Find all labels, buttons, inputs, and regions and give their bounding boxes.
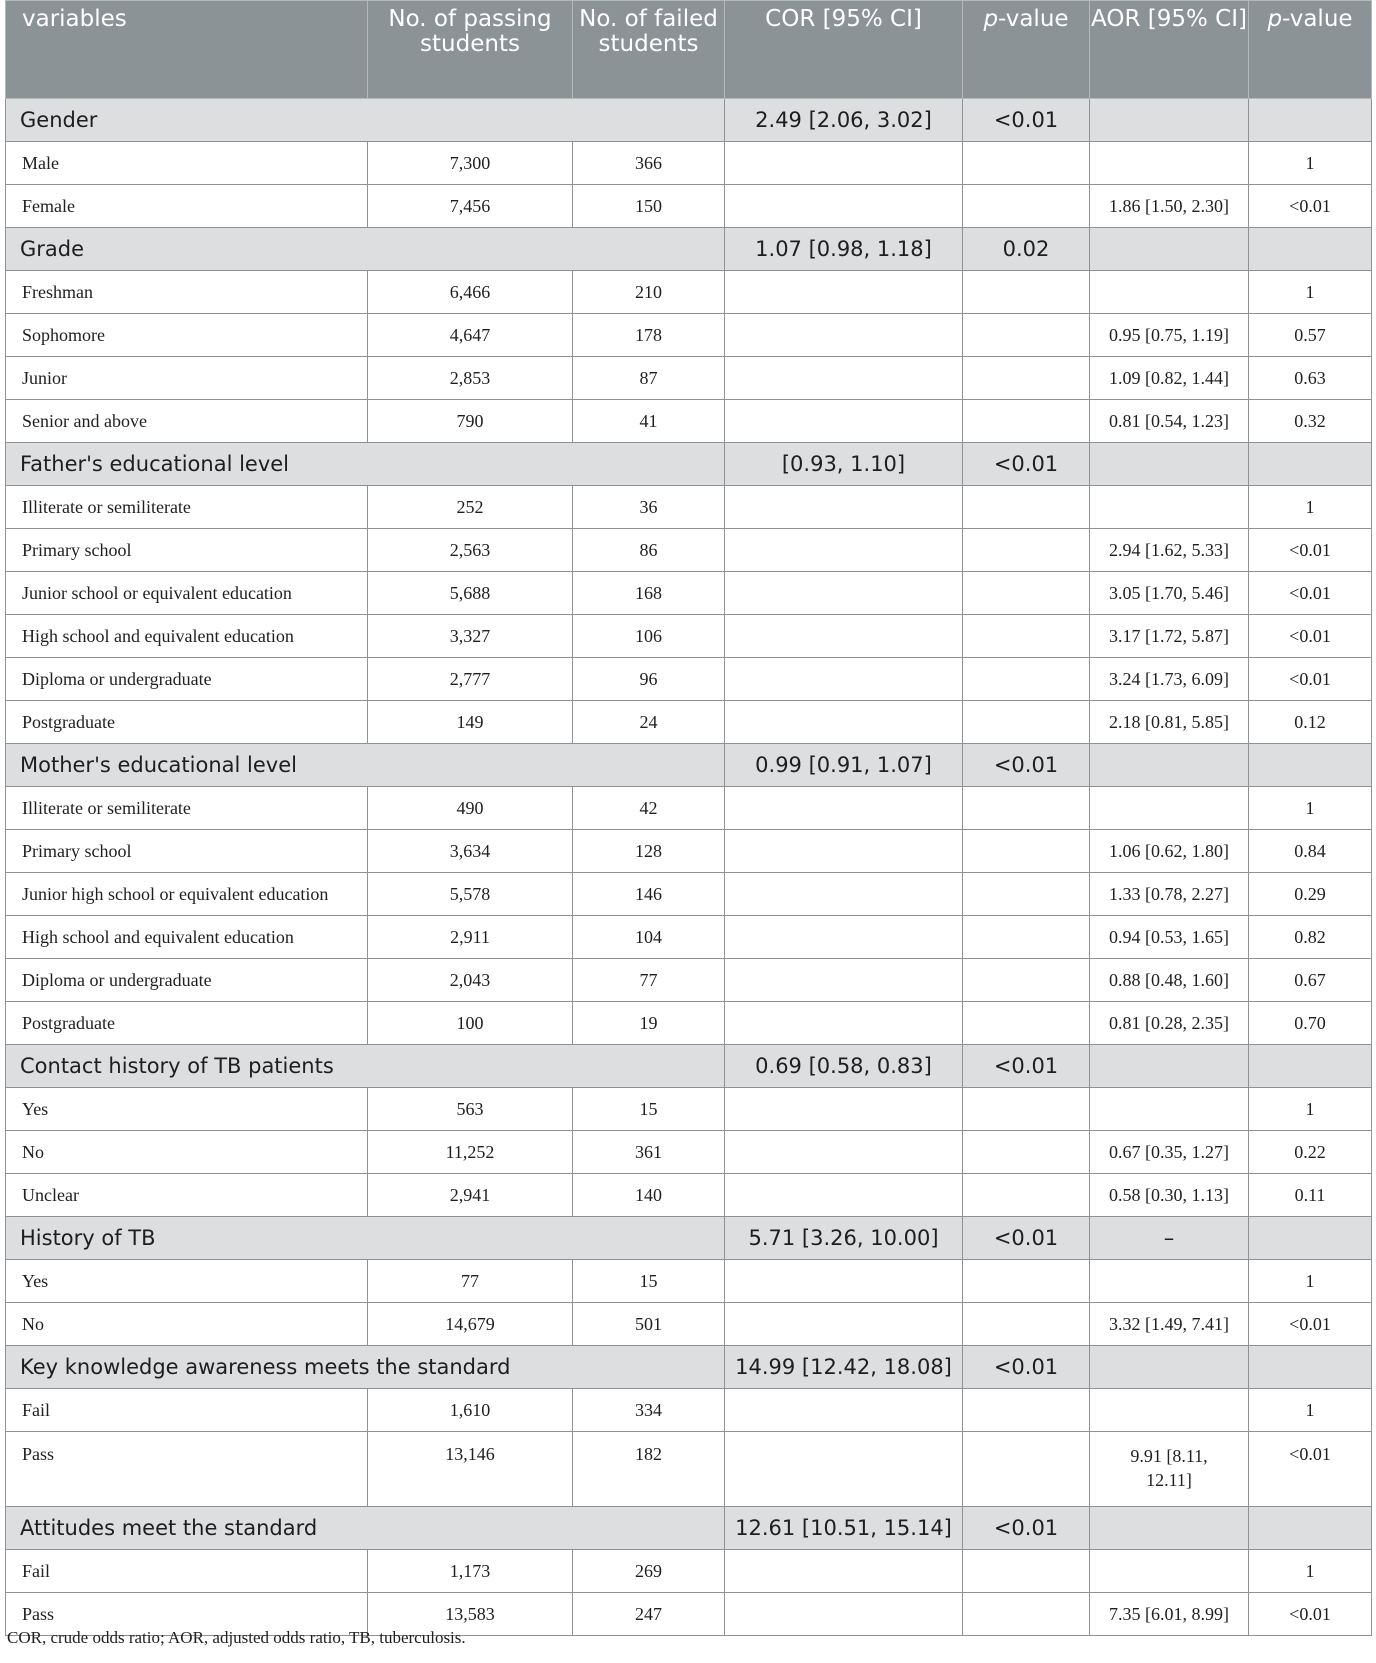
category-p-value: <0.01 — [963, 443, 1090, 486]
table-row — [6, 916, 1372, 959]
row-cor — [725, 271, 963, 314]
category-cor: [0.93, 1.10] — [725, 443, 963, 486]
row-cor-p-value — [963, 787, 1090, 830]
category-row — [6, 1346, 1372, 1389]
row-failed-count: 36 — [573, 486, 725, 529]
row-cor — [725, 1550, 963, 1593]
row-cor — [725, 658, 963, 701]
row-failed-count: 96 — [573, 658, 725, 701]
row-cor-p-value — [963, 830, 1090, 873]
row-cor — [725, 1088, 963, 1131]
row-aor-p-value: 0.11 — [1249, 1174, 1372, 1217]
row-aor-p-value: 0.29 — [1249, 873, 1372, 916]
row-failed-count: 501 — [573, 1303, 725, 1346]
table-row — [6, 1174, 1372, 1217]
row-failed-count: 140 — [573, 1174, 725, 1217]
category-p-value: <0.01 — [963, 1346, 1090, 1389]
row-aor-p-value: <0.01 — [1249, 572, 1372, 615]
category-aor-p-value — [1249, 1217, 1372, 1260]
header-p-value-aor: p-value — [1249, 1, 1372, 99]
row-failed-count: 182 — [573, 1432, 725, 1507]
row-cor — [725, 142, 963, 185]
row-passing-count: 100 — [368, 1002, 573, 1045]
category-cor: 12.61 [10.51, 15.14] — [725, 1507, 963, 1550]
row-passing-count: 1,173 — [368, 1550, 573, 1593]
category-aor-p-value — [1249, 1346, 1372, 1389]
row-aor-p-value: 1 — [1249, 1389, 1372, 1432]
row-aor-p-value: 1 — [1249, 787, 1372, 830]
row-cor — [725, 314, 963, 357]
row-label: Illiterate or semiliterate — [6, 486, 368, 529]
row-aor — [1090, 1550, 1249, 1593]
row-cor — [725, 701, 963, 744]
row-cor-p-value — [963, 1002, 1090, 1045]
row-label: Diploma or undergraduate — [6, 658, 368, 701]
row-cor-p-value — [963, 1303, 1090, 1346]
row-label: Junior — [6, 357, 368, 400]
row-passing-count: 77 — [368, 1260, 573, 1303]
row-failed-count: 269 — [573, 1550, 725, 1593]
row-aor-p-value: 0.32 — [1249, 400, 1372, 443]
category-aor: – — [1090, 1217, 1249, 1260]
row-cor — [725, 873, 963, 916]
row-aor-p-value: 0.12 — [1249, 701, 1372, 744]
row-aor — [1090, 787, 1249, 830]
table-row — [6, 400, 1372, 443]
row-cor — [725, 1432, 963, 1507]
row-cor — [725, 615, 963, 658]
table-row — [6, 1389, 1372, 1432]
table-container — [5, 0, 1371, 1636]
row-passing-count: 6,466 — [368, 271, 573, 314]
table-row — [6, 572, 1372, 615]
row-cor — [725, 787, 963, 830]
row-aor-p-value: 0.57 — [1249, 314, 1372, 357]
table-row — [6, 959, 1372, 1002]
row-failed-count: 361 — [573, 1131, 725, 1174]
row-passing-count: 2,777 — [368, 658, 573, 701]
row-aor: 0.81 [0.28, 2.35] — [1090, 1002, 1249, 1045]
row-aor: 0.58 [0.30, 1.13] — [1090, 1174, 1249, 1217]
row-cor-p-value — [963, 357, 1090, 400]
category-p-value: <0.01 — [963, 99, 1090, 142]
table-row — [6, 1432, 1372, 1507]
table-row — [6, 1260, 1372, 1303]
row-failed-count: 15 — [573, 1260, 725, 1303]
row-aor-p-value: 0.67 — [1249, 959, 1372, 1002]
row-label: Junior school or equivalent education — [6, 572, 368, 615]
row-failed-count: 146 — [573, 873, 725, 916]
category-aor-p-value — [1249, 99, 1372, 142]
category-name: Father's educational level — [6, 443, 725, 486]
row-failed-count: 150 — [573, 185, 725, 228]
category-cor: 2.49 [2.06, 3.02] — [725, 99, 963, 142]
row-cor-p-value — [963, 1088, 1090, 1131]
row-label: Diploma or undergraduate — [6, 959, 368, 1002]
row-cor-p-value — [963, 1432, 1090, 1507]
row-passing-count: 149 — [368, 701, 573, 744]
table-row — [6, 1550, 1372, 1593]
header-variables: variables — [6, 1, 368, 99]
row-aor: 3.17 [1.72, 5.87] — [1090, 615, 1249, 658]
row-label: Fail — [6, 1389, 368, 1432]
row-passing-count: 790 — [368, 400, 573, 443]
row-cor — [725, 572, 963, 615]
row-passing-count: 563 — [368, 1088, 573, 1131]
row-label: Postgraduate — [6, 1002, 368, 1045]
row-cor-p-value — [963, 185, 1090, 228]
category-row — [6, 443, 1372, 486]
row-label: Primary school — [6, 529, 368, 572]
row-aor: 1.06 [0.62, 1.80] — [1090, 830, 1249, 873]
table-row — [6, 787, 1372, 830]
row-failed-count: 24 — [573, 701, 725, 744]
row-label: No — [6, 1303, 368, 1346]
row-cor-p-value — [963, 314, 1090, 357]
row-label: Female — [6, 185, 368, 228]
p-italic: p — [983, 6, 999, 32]
row-aor: 0.95 [0.75, 1.19] — [1090, 314, 1249, 357]
category-aor — [1090, 1346, 1249, 1389]
category-aor-p-value — [1249, 1507, 1372, 1550]
row-aor: 2.94 [1.62, 5.33] — [1090, 529, 1249, 572]
row-label: Postgraduate — [6, 701, 368, 744]
row-cor — [725, 1303, 963, 1346]
row-passing-count: 2,043 — [368, 959, 573, 1002]
row-cor-p-value — [963, 400, 1090, 443]
category-aor-p-value — [1249, 744, 1372, 787]
row-cor-p-value — [963, 271, 1090, 314]
row-passing-count: 252 — [368, 486, 573, 529]
table-row — [6, 486, 1372, 529]
row-cor — [725, 1002, 963, 1045]
row-aor: 0.94 [0.53, 1.65] — [1090, 916, 1249, 959]
row-aor: 7.35 [6.01, 8.99] — [1090, 1593, 1249, 1636]
row-cor — [725, 400, 963, 443]
category-name: Contact history of TB patients — [6, 1045, 725, 1088]
row-failed-count: 334 — [573, 1389, 725, 1432]
row-aor-p-value: 1 — [1249, 1260, 1372, 1303]
row-aor — [1090, 1389, 1249, 1432]
row-aor-p-value: <0.01 — [1249, 185, 1372, 228]
category-row — [6, 228, 1372, 271]
row-label: Senior and above — [6, 400, 368, 443]
category-name: Attitudes meet the standard — [6, 1507, 725, 1550]
category-p-value: <0.01 — [963, 1045, 1090, 1088]
category-p-value: <0.01 — [963, 1217, 1090, 1260]
row-aor — [1090, 142, 1249, 185]
row-aor-p-value: 1 — [1249, 271, 1372, 314]
row-label: Sophomore — [6, 314, 368, 357]
category-cor: 5.71 [3.26, 10.00] — [725, 1217, 963, 1260]
row-passing-count: 7,300 — [368, 142, 573, 185]
row-aor-p-value: <0.01 — [1249, 1303, 1372, 1346]
table-row — [6, 1303, 1372, 1346]
row-cor-p-value — [963, 142, 1090, 185]
row-aor — [1090, 486, 1249, 529]
row-cor-p-value — [963, 1593, 1090, 1636]
row-aor-p-value: <0.01 — [1249, 658, 1372, 701]
row-label: Yes — [6, 1088, 368, 1131]
row-failed-count: 86 — [573, 529, 725, 572]
category-row — [6, 1507, 1372, 1550]
row-cor — [725, 916, 963, 959]
row-passing-count: 2,911 — [368, 916, 573, 959]
row-cor — [725, 959, 963, 1002]
row-aor-p-value: 1 — [1249, 142, 1372, 185]
row-cor-p-value — [963, 1174, 1090, 1217]
row-cor — [725, 486, 963, 529]
category-aor — [1090, 228, 1249, 271]
row-cor-p-value — [963, 1550, 1090, 1593]
row-label: Junior high school or equivalent education — [6, 873, 368, 916]
row-passing-count: 13,583 — [368, 1593, 573, 1636]
row-passing-count: 2,563 — [368, 529, 573, 572]
row-cor — [725, 185, 963, 228]
row-label: Fail — [6, 1550, 368, 1593]
row-cor — [725, 357, 963, 400]
row-failed-count: 128 — [573, 830, 725, 873]
row-label: Male — [6, 142, 368, 185]
row-aor-p-value: 0.70 — [1249, 1002, 1372, 1045]
table-row — [6, 830, 1372, 873]
row-aor-p-value: <0.01 — [1249, 615, 1372, 658]
category-name: Grade — [6, 228, 725, 271]
row-cor-p-value — [963, 1389, 1090, 1432]
row-cor-p-value — [963, 1260, 1090, 1303]
category-aor — [1090, 443, 1249, 486]
row-cor-p-value — [963, 658, 1090, 701]
row-aor-p-value: <0.01 — [1249, 529, 1372, 572]
row-aor-p-value: 0.84 — [1249, 830, 1372, 873]
category-aor — [1090, 1045, 1249, 1088]
row-passing-count: 1,610 — [368, 1389, 573, 1432]
row-passing-count: 14,679 — [368, 1303, 573, 1346]
row-aor-p-value: 0.82 — [1249, 916, 1372, 959]
row-passing-count: 490 — [368, 787, 573, 830]
row-passing-count: 5,578 — [368, 873, 573, 916]
row-aor: 0.81 [0.54, 1.23] — [1090, 400, 1249, 443]
row-failed-count: 247 — [573, 1593, 725, 1636]
row-aor-p-value: 0.22 — [1249, 1131, 1372, 1174]
category-row — [6, 1045, 1372, 1088]
row-aor: 3.32 [1.49, 7.41] — [1090, 1303, 1249, 1346]
row-aor-p-value: 0.63 — [1249, 357, 1372, 400]
table-row — [6, 314, 1372, 357]
row-failed-count: 210 — [573, 271, 725, 314]
table-body — [6, 99, 1372, 1636]
row-aor — [1090, 1088, 1249, 1131]
row-cor-p-value — [963, 529, 1090, 572]
category-cor: 1.07 [0.98, 1.18] — [725, 228, 963, 271]
row-passing-count: 11,252 — [368, 1131, 573, 1174]
category-cor: 14.99 [12.42, 18.08] — [725, 1346, 963, 1389]
row-aor-text: 9.91 [8.11, 12.11] — [1130, 1446, 1208, 1490]
row-aor — [1090, 1260, 1249, 1303]
row-label: Illiterate or semiliterate — [6, 787, 368, 830]
category-name: Key knowledge awareness meets the standard — [6, 1346, 725, 1389]
category-aor-p-value — [1249, 443, 1372, 486]
row-label: Yes — [6, 1260, 368, 1303]
row-label: Pass — [6, 1593, 368, 1636]
category-p-value: <0.01 — [963, 1507, 1090, 1550]
table-row — [6, 185, 1372, 228]
category-aor — [1090, 744, 1249, 787]
category-cor: 0.99 [0.91, 1.07] — [725, 744, 963, 787]
header-aor: AOR [95% CI] — [1090, 1, 1249, 99]
header-row — [6, 1, 1372, 99]
row-cor — [725, 529, 963, 572]
row-cor-p-value — [963, 873, 1090, 916]
row-cor — [725, 1593, 963, 1636]
row-label: Freshman — [6, 271, 368, 314]
row-aor: 0.67 [0.35, 1.27] — [1090, 1131, 1249, 1174]
row-aor: 1.86 [1.50, 2.30] — [1090, 185, 1249, 228]
category-aor-p-value — [1249, 1045, 1372, 1088]
row-cor-p-value — [963, 701, 1090, 744]
category-aor — [1090, 1507, 1249, 1550]
category-row — [6, 1217, 1372, 1260]
row-failed-count: 168 — [573, 572, 725, 615]
row-cor — [725, 1260, 963, 1303]
row-failed-count: 87 — [573, 357, 725, 400]
row-cor-p-value — [963, 959, 1090, 1002]
header-passing: No. of passing students — [368, 1, 573, 99]
row-aor — [1090, 1432, 1249, 1507]
row-cor — [725, 1174, 963, 1217]
row-cor — [725, 830, 963, 873]
table-row — [6, 1131, 1372, 1174]
category-p-value: <0.01 — [963, 744, 1090, 787]
category-row — [6, 744, 1372, 787]
table-row — [6, 658, 1372, 701]
category-name: History of TB — [6, 1217, 725, 1260]
row-cor-p-value — [963, 615, 1090, 658]
header-cor: COR [95% CI] — [725, 1, 963, 99]
category-cor: 0.69 [0.58, 0.83] — [725, 1045, 963, 1088]
category-name: Mother's educational level — [6, 744, 725, 787]
row-aor: 0.88 [0.48, 1.60] — [1090, 959, 1249, 1002]
row-passing-count: 2,853 — [368, 357, 573, 400]
category-p-value: 0.02 — [963, 228, 1090, 271]
row-aor-p-value: 1 — [1249, 486, 1372, 529]
results-table — [5, 0, 1372, 1636]
row-passing-count: 5,688 — [368, 572, 573, 615]
table-row — [6, 1002, 1372, 1045]
table-row — [6, 615, 1372, 658]
row-aor-p-value: <0.01 — [1249, 1432, 1372, 1507]
table-row — [6, 271, 1372, 314]
table-footnote: COR, crude odds ratio; AOR, adjusted odds ratio, TB, tuberculosis. — [7, 1628, 466, 1647]
table-row — [6, 701, 1372, 744]
row-label: Pass — [6, 1432, 368, 1507]
table-row — [6, 529, 1372, 572]
row-passing-count: 3,634 — [368, 830, 573, 873]
header-failed: No. of failed students — [573, 1, 725, 99]
row-aor: 3.05 [1.70, 5.46] — [1090, 572, 1249, 615]
table-row — [6, 142, 1372, 185]
row-failed-count: 41 — [573, 400, 725, 443]
row-aor: 1.33 [0.78, 2.27] — [1090, 873, 1249, 916]
row-label: Primary school — [6, 830, 368, 873]
row-failed-count: 366 — [573, 142, 725, 185]
category-aor-p-value — [1249, 228, 1372, 271]
row-label: High school and equivalent education — [6, 916, 368, 959]
row-failed-count: 15 — [573, 1088, 725, 1131]
row-aor-p-value: 1 — [1249, 1088, 1372, 1131]
row-label: Unclear — [6, 1174, 368, 1217]
row-aor — [1090, 271, 1249, 314]
row-failed-count: 42 — [573, 787, 725, 830]
row-failed-count: 106 — [573, 615, 725, 658]
row-cor-p-value — [963, 486, 1090, 529]
row-aor: 2.18 [0.81, 5.85] — [1090, 701, 1249, 744]
row-cor-p-value — [963, 916, 1090, 959]
p-italic: p — [1267, 6, 1283, 32]
table-row — [6, 357, 1372, 400]
row-label: No — [6, 1131, 368, 1174]
row-failed-count: 104 — [573, 916, 725, 959]
row-passing-count: 13,146 — [368, 1432, 573, 1507]
category-row — [6, 99, 1372, 142]
row-passing-count: 7,456 — [368, 185, 573, 228]
row-passing-count: 2,941 — [368, 1174, 573, 1217]
row-aor: 1.09 [0.82, 1.44] — [1090, 357, 1249, 400]
category-name: Gender — [6, 99, 725, 142]
row-failed-count: 19 — [573, 1002, 725, 1045]
row-cor-p-value — [963, 572, 1090, 615]
row-aor-p-value: <0.01 — [1249, 1593, 1372, 1636]
table-row — [6, 1088, 1372, 1131]
header-p-value-cor: p-value — [963, 1, 1090, 99]
row-aor: 3.24 [1.73, 6.09] — [1090, 658, 1249, 701]
row-cor — [725, 1389, 963, 1432]
table-row — [6, 873, 1372, 916]
row-cor-p-value — [963, 1131, 1090, 1174]
row-aor-p-value: 1 — [1249, 1550, 1372, 1593]
row-failed-count: 77 — [573, 959, 725, 1002]
row-failed-count: 178 — [573, 314, 725, 357]
row-passing-count: 3,327 — [368, 615, 573, 658]
row-cor — [725, 1131, 963, 1174]
category-aor — [1090, 99, 1249, 142]
row-passing-count: 4,647 — [368, 314, 573, 357]
row-label: High school and equivalent education — [6, 615, 368, 658]
